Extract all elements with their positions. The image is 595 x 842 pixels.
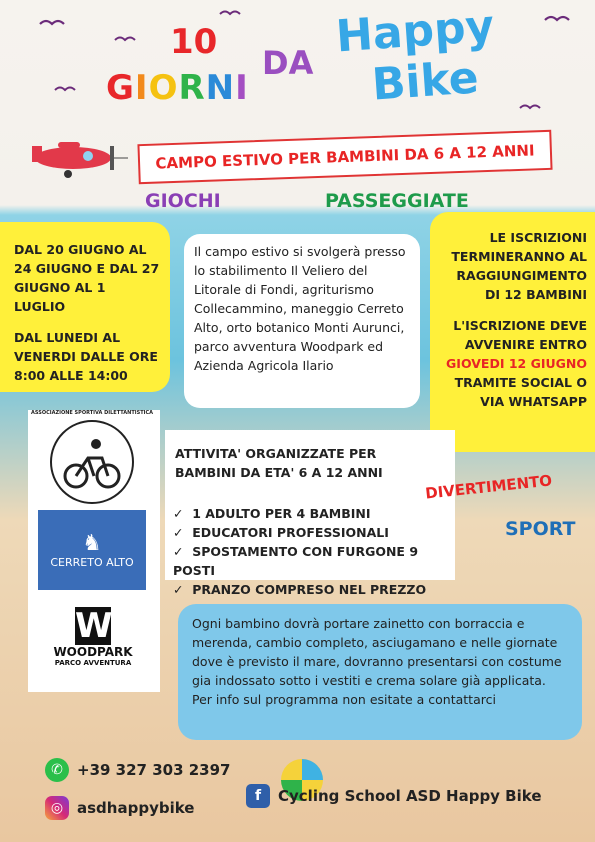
title-da: DA: [262, 44, 314, 82]
association-logo-text: ASSOCIAZIONE SPORTIVA DILETTANTISTICA: [30, 410, 154, 416]
title-bike: Bike: [370, 52, 481, 111]
info-text: Ogni bambino dovrà portare zainetto con borraccia e merenda, cambio completo, asciugamano e nelle giornate dove è previsto il mare, dovranno presentarsi con costume gia indossato sotto i vestiti e crema solare già applicata.: [192, 616, 562, 688]
bird-icon: [520, 106, 540, 109]
bird-icon: [115, 38, 135, 41]
title-giorni: [106, 68, 249, 108]
whatsapp-number: +39 327 303 2397: [77, 761, 231, 779]
whatsapp-icon: ✆: [45, 758, 69, 782]
activities-list: [173, 504, 455, 599]
list-item: ✓ SPOSTAMENTO CON FURGONE 9 POSTI: [173, 542, 455, 580]
registration-deadline-lead: L'ISCRIZIONE DEVE AVVENIRE ENTRO: [453, 318, 587, 352]
location-box: [184, 234, 420, 408]
camp-banner: CAMPO ESTIVO PER BAMBINI DA 6 A 12 ANNI: [137, 130, 552, 184]
facebook-page: Cycling School ASD Happy Bike: [278, 787, 542, 805]
instagram-contact[interactable]: [45, 796, 194, 820]
registration-box: [430, 212, 595, 452]
giorni-letter: N: [205, 68, 236, 108]
hours-text: DAL LUNEDI AL VENERDI DALLE ORE 8:00 ALLE 14:00: [14, 330, 158, 383]
tag-divertimento: DIVERTIMENTO: [424, 471, 553, 503]
registration-date: GIOVEDI 12 GIUGNO: [446, 356, 587, 371]
info-contact-text: Per info sul programma non esitate a contattarci: [192, 692, 496, 707]
bird-icon: [545, 17, 569, 20]
woodpark-name: WOODPARK: [53, 645, 133, 659]
tag-giochi: GIOCHI: [145, 190, 221, 212]
title-number: 10: [170, 22, 218, 62]
instagram-handle: asdhappybike: [77, 799, 195, 817]
title-happy: Happy: [334, 0, 496, 63]
location-text: Il campo estivo si svolgerà presso lo stabilimento Il Veliero del Litorale di Fondi, agriturismo Collecammino, maneggio Cerreto Alto, orto botanico Monti Aurunci, parco avventura Woodpark ed Azienda Agricola Ilario: [194, 244, 406, 373]
list-item: ✓ EDUCATORI PROFESSIONALI: [173, 523, 455, 542]
registration-deadline: [438, 316, 587, 411]
airplane-icon: [18, 134, 128, 180]
list-item: ✓ 1 ADULTO PER 4 BAMBINI: [173, 504, 455, 523]
bird-icon: [40, 21, 64, 24]
giorni-letter: I: [134, 68, 149, 108]
woodpark-logo: [48, 606, 138, 668]
giorni-letter: G: [106, 68, 135, 108]
cerreto-alto-text: CERRETO ALTO: [50, 556, 134, 569]
facebook-icon: f: [246, 784, 270, 808]
giorni-letter: I: [235, 68, 249, 108]
bicycle-icon: [52, 422, 132, 502]
woodpark-subtitle: PARCO AVVENTURA: [54, 659, 132, 667]
woodpark-mark: W: [75, 606, 113, 646]
partner-logos: [28, 410, 160, 692]
bird-icon: [55, 88, 75, 91]
horse-icon: ♞: [82, 531, 102, 556]
activities-box: [165, 430, 455, 597]
facebook-contact[interactable]: [246, 784, 542, 808]
registration-limit: LE ISCRIZIONI TERMINERANNO AL RAGGIUNGIMENTO DI 12 BAMBINI: [451, 230, 587, 302]
activities-heading: ATTIVITA' ORGANIZZATE PER BAMBINI DA ETA' 6 A 12 ANNI: [175, 446, 383, 480]
giorni-letter: R: [178, 68, 206, 108]
registration-channel: TRAMITE SOCIAL O VIA WHATSAPP: [454, 375, 587, 409]
instagram-icon: ◎: [45, 796, 69, 820]
bird-icon: [220, 12, 240, 15]
dates-box: [0, 222, 170, 392]
list-item: ✓ PRANZO COMPRESO NEL PREZZO: [173, 580, 455, 599]
dates-text: DAL 20 GIUGNO AL 24 GIUGNO E DAL 27 GIUGNO AL 1 LUGLIO: [14, 242, 160, 314]
giorni-letter: O: [148, 68, 179, 108]
whatsapp-contact[interactable]: [45, 758, 230, 782]
cerreto-alto-logo: [38, 510, 146, 590]
association-logo: [30, 410, 154, 504]
info-box: [178, 604, 582, 740]
tag-sport: SPORT: [505, 518, 576, 540]
tag-passeggiate: PASSEGGIATE: [325, 190, 469, 212]
